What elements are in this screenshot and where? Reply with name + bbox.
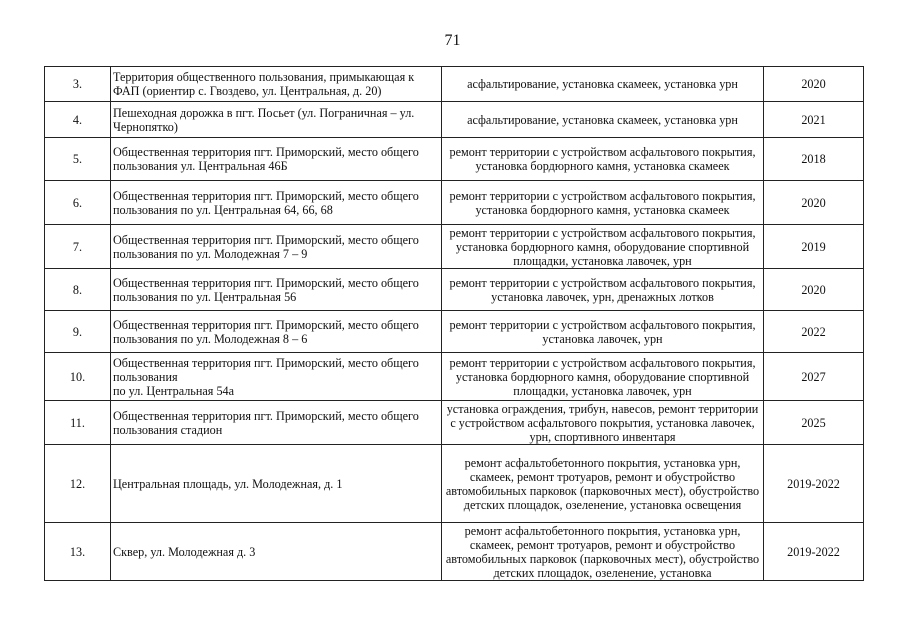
- table-row: [45, 269, 864, 311]
- year: 2019: [764, 225, 864, 269]
- row-number: 9.: [45, 311, 111, 353]
- territory-name: Общественная территория пгт. Приморский, место общего пользования по ул. Центральная 54а: [111, 353, 442, 401]
- work-description: ремонт территории с устройством асфальтового покрытия, установка бордюрного камня, оборудование спортивной площадки, установка лавочек, урн: [442, 225, 764, 269]
- row-number: 5.: [45, 138, 111, 181]
- year: 2020: [764, 269, 864, 311]
- table-row: [45, 353, 864, 401]
- work-description: асфальтирование, установка скамеек, установка урн: [442, 102, 764, 138]
- work-description: ремонт асфальтобетонного покрытия, установка урн, скамеек, ремонт тротуаров, ремонт и обустройство автомобильных парковок (парковочных мест), обустройство детских площадок, озеленение, установка освещения: [442, 445, 764, 523]
- year: 2020: [764, 67, 864, 102]
- work-description: ремонт территории с устройством асфальтового покрытия, установка лавочек, урн: [442, 311, 764, 353]
- table-row: [45, 181, 864, 225]
- work-description: асфальтирование, установка скамеек, установка урн: [442, 67, 764, 102]
- table-row: [45, 67, 864, 102]
- row-number: 6.: [45, 181, 111, 225]
- row-number: 8.: [45, 269, 111, 311]
- territory-name: Общественная территория пгт. Приморский, место общего пользования по ул. Молодежная 8 – 6: [111, 311, 442, 353]
- table-row: [45, 138, 864, 181]
- row-number: 3.: [45, 67, 111, 102]
- row-number: 10.: [45, 353, 111, 401]
- year: 2025: [764, 401, 864, 445]
- territory-name: Территория общественного пользования, примыкающая к ФАП (ориентир с. Гвоздево, ул. Центральная, д. 20): [111, 67, 442, 102]
- page-number: 71: [444, 32, 461, 49]
- year: 2022: [764, 311, 864, 353]
- year: 2020: [764, 181, 864, 225]
- work-description: ремонт территории с устройством асфальтового покрытия, установка бордюрного камня, оборудование спортивной площадки, установка лавочек, урн: [442, 353, 764, 401]
- table-row: [45, 225, 864, 269]
- territory-name: Сквер, ул. Молодежная д. 3: [111, 523, 442, 581]
- territory-name: Общественная территория пгт. Приморский, место общего пользования по ул. Центральная 64, 66, 68: [111, 181, 442, 225]
- row-number: 12.: [45, 445, 111, 523]
- table-row: [45, 311, 864, 353]
- work-description: ремонт асфальтобетонного покрытия, установка урн, скамеек, ремонт тротуаров, ремонт и обустройство автомобильных парковок (парковочных мест), обустройство детских площадок, озеленение, установка: [442, 523, 764, 581]
- territory-name: Общественная территория пгт. Приморский, место общего пользования по ул. Центральная 56: [111, 269, 442, 311]
- work-description: ремонт территории с устройством асфальтового покрытия, установка бордюрного камня, установка скамеек: [442, 181, 764, 225]
- row-number: 7.: [45, 225, 111, 269]
- table-row: [45, 401, 864, 445]
- work-description: ремонт территории с устройством асфальтового покрытия, установка бордюрного камня, установка скамеек: [442, 138, 764, 181]
- territory-name: Центральная площадь, ул. Молодежная, д. 1: [111, 445, 442, 523]
- table-row: [45, 102, 864, 138]
- work-description: установка ограждения, трибун, навесов, ремонт территории с устройством асфальтового покрытия, установка лавочек, урн, спортивного инвентаря: [442, 401, 764, 445]
- year: 2027: [764, 353, 864, 401]
- territory-name: Пешеходная дорожка в пгт. Посьет (ул. Пограничная – ул. Чернопятко): [111, 102, 442, 138]
- year: 2019-2022: [764, 523, 864, 581]
- territory-name: Общественная территория пгт. Приморский, место общего пользования по ул. Молодежная 7 – 9: [111, 225, 442, 269]
- year: 2021: [764, 102, 864, 138]
- territory-name: Общественная территория пгт. Приморский, место общего пользования ул. Центральная 46Б: [111, 138, 442, 181]
- table-row: [45, 445, 864, 523]
- row-number: 11.: [45, 401, 111, 445]
- year: 2019-2022: [764, 445, 864, 523]
- table-row: [45, 523, 864, 581]
- year: 2018: [764, 138, 864, 181]
- row-number: 13.: [45, 523, 111, 581]
- work-description: ремонт территории с устройством асфальтового покрытия, установка лавочек, урн, дренажных лотков: [442, 269, 764, 311]
- row-number: 4.: [45, 102, 111, 138]
- projects-table: [44, 66, 864, 581]
- territory-name: Общественная территория пгт. Приморский, место общего пользования стадион: [111, 401, 442, 445]
